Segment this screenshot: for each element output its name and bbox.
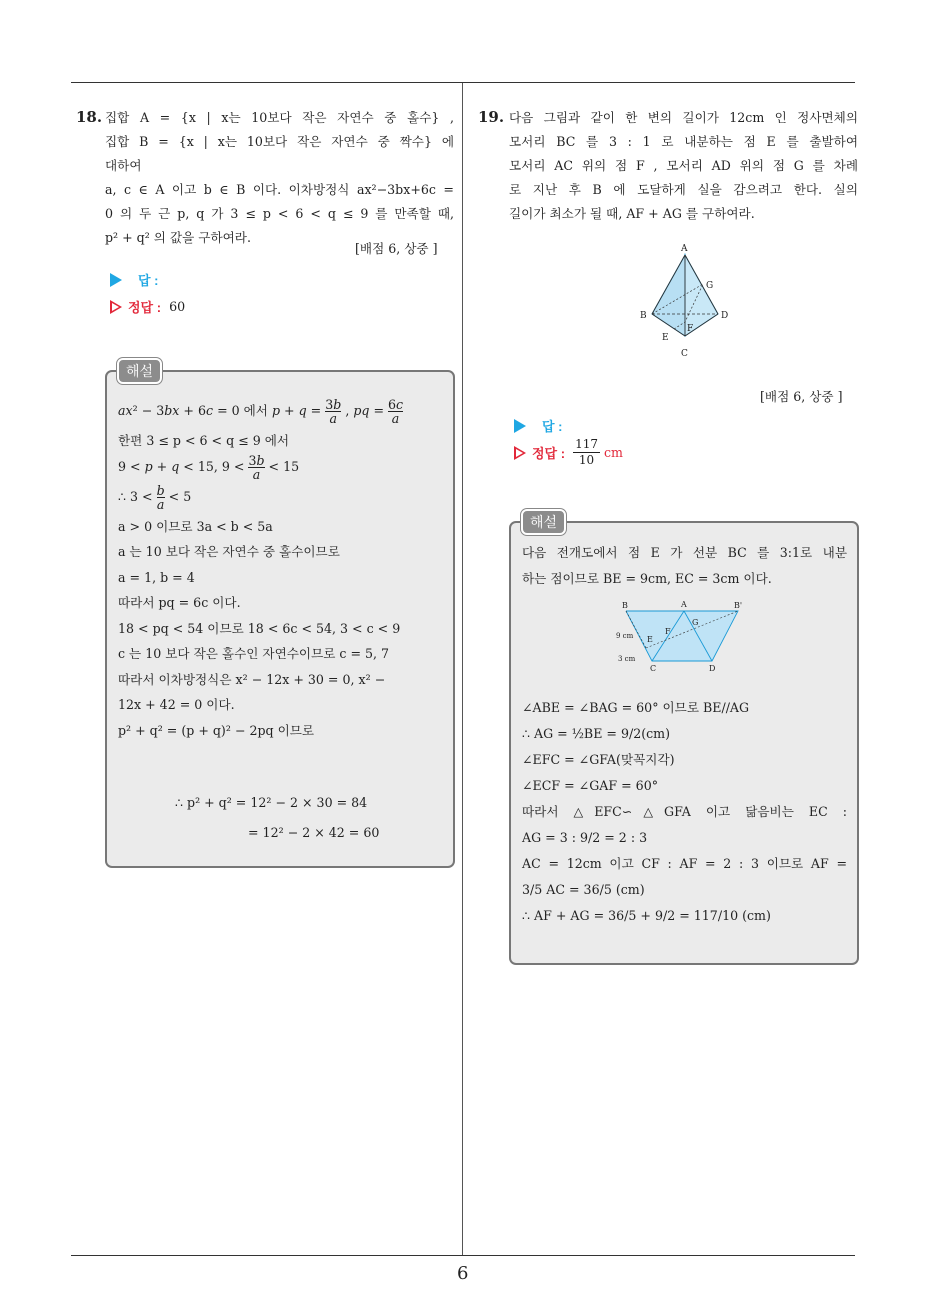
correct-fraction: [573, 437, 600, 468]
q19-line: 로 지난 후 B 에 도달하게 실을 감으려고 한다. 실의: [509, 182, 858, 197]
sol-final-line: ∴ p² + q² = 12² − 2 × 30 = 84: [175, 795, 368, 810]
q19-line: 모서리 AC 위의 점 F , 모서리 AD 위의 점 G 를 차례: [509, 158, 858, 173]
play-triangle-icon: [514, 419, 526, 433]
q19-solution-tag: 해설: [521, 509, 566, 535]
q19-score: [배점 6, 상중 ]: [760, 389, 843, 404]
q18-line: 집합 B = {x | x는 10보다 작은 자연수 중 짝수} 에: [105, 134, 454, 149]
sol-line: a > 0 이므로 3a < b < 5a: [118, 518, 273, 534]
q19-line: 길이가 최소가 될 때, AF + AG 를 구하여라.: [509, 206, 755, 221]
correct-label: 정답 :: [128, 300, 162, 315]
q18-correct-row: [110, 297, 185, 316]
correct-value: 60: [169, 299, 186, 314]
q18-line: p² + q² 의 값을 구하여라.: [105, 230, 251, 245]
label-b: B: [640, 311, 647, 321]
q18-line: 집합 A = {x | x는 10보다 작은 자연수 중 홀수} ,: [105, 110, 454, 125]
net-label-d: D: [709, 664, 716, 673]
sol-line: ∠ABE = ∠BAG = 60° 이므로 BE//AG: [522, 700, 750, 715]
q19-line: 다음 그림과 같이 한 변의 길이가 12cm 인 정사면체의: [509, 110, 858, 125]
sol-line: 다음 전개도에서 점 E 가 선분 BC 를 3:1로 내분: [522, 545, 847, 560]
q18-answer-row: [110, 270, 159, 289]
q19-solution-text: [522, 540, 847, 592]
q18-solution-final: [175, 788, 379, 848]
question-number-19: 19.: [478, 108, 505, 126]
outline-triangle-icon: [110, 300, 122, 314]
answer-label: 답 :: [138, 273, 159, 288]
sol-line: p² + q² = (p + q)² − 2pq 이므로: [118, 722, 315, 738]
q18-solution-tag: 해설: [117, 358, 162, 384]
question-number-18: 18.: [76, 108, 103, 126]
play-triangle-icon: [110, 273, 122, 287]
outline-triangle-icon: [514, 446, 526, 460]
net-label-b: B: [622, 601, 628, 610]
sol-line: ∠ECF = ∠GAF = 60°: [522, 778, 659, 793]
q18-score: [배점 6, 상중 ]: [355, 241, 438, 256]
correct-label: 정답 :: [532, 446, 566, 461]
net-diagram: [612, 598, 758, 674]
label-e: E: [662, 333, 669, 343]
q18-solution-text: [118, 398, 443, 743]
sol-line: c 는 10 보다 작은 홀수인 자연수이므로 c = 5, 7: [118, 646, 390, 661]
sol-line: 9 < p + q < 15, 9 < $\frac{3b}{a}$ < 15: [118, 452, 300, 482]
sol-line: 18 < pq < 54 이므로 18 < 6c < 54, 3 < c < 9: [118, 620, 401, 636]
sol-line: ∴ AF + AG = 36/5 + 9/2 = 117/10 (cm): [522, 908, 771, 923]
correct-unit: cm: [603, 445, 623, 460]
sol-line: ∴ 3 < $\frac{b}{a}$ < 5: [118, 482, 192, 512]
net-label-3cm: 3 cm: [618, 655, 636, 663]
sol-final-line: = 12² − 2 × 42 = 60: [248, 825, 380, 840]
net-label-b-prime: B': [734, 601, 743, 610]
top-rule: [71, 82, 855, 83]
page-number: 6: [457, 1263, 469, 1284]
sol-line: 12x + 42 = 0 이다.: [118, 697, 235, 712]
face-abc: [652, 255, 685, 336]
sol-line: AG = 3 : 9/2 = 2 : 3: [522, 830, 648, 845]
fraction-den: 10: [578, 453, 595, 467]
sol-line: 3/5 AC = 36/5 (cm): [522, 882, 645, 897]
sol-line: ∠EFC = ∠GFA(맞꼭지각): [522, 752, 675, 767]
q18-line: 0 의 두 근 p, q 가 3 ≤ p < 6 < q ≤ 9 를 만족할 때,: [105, 206, 454, 221]
sol-line: a = 1, b = 4: [118, 569, 195, 585]
bottom-rule: [71, 1255, 855, 1256]
sol-line: ∴ AG = ½BE = 9/2(cm): [522, 726, 671, 741]
sol-line: AC = 12cm 이고 CF : AF = 2 : 3 이므로 AF =: [522, 856, 847, 871]
label-c: C: [681, 349, 688, 359]
q18-line: a, c ∈ A 이고 b ∈ B 이다. 이차방정식 ax²−3bx+6c =: [105, 182, 454, 197]
sol-line: a 는 10 보다 작은 자연수 중 홀수이므로: [118, 544, 340, 559]
net-label-a: A: [681, 600, 687, 609]
q19-line: 모서리 BC 를 3 : 1 로 내분하는 점 E 를 출발하여: [509, 134, 858, 149]
sol-line: 하는 점이므로 BE = 9cm, EC = 3cm 이다.: [522, 571, 772, 586]
sol-line: 따라서 pq = 6c 이다.: [118, 595, 241, 610]
net-label-c: C: [650, 664, 657, 673]
column-divider: [462, 83, 463, 1255]
q19-solution-text-2: [522, 695, 847, 929]
net-label-e: E: [647, 635, 653, 644]
question-19-text: [509, 106, 858, 226]
sol-line: 따라서 △EFC∽△GFA 이고 닮음비는 EC :: [522, 804, 847, 819]
fraction-num: 117: [575, 437, 598, 451]
q19-answer-row: [514, 416, 563, 435]
net-fill: [626, 611, 738, 661]
sol-line: 한편 3 ≤ p < 6 < q ≤ 9 에서: [118, 433, 290, 448]
q19-correct-row: [514, 437, 623, 468]
net-label-g: G: [692, 618, 699, 627]
tetrahedron-figure: [630, 240, 740, 362]
label-a: A: [681, 244, 688, 254]
question-18-text: [105, 106, 454, 250]
label-g: G: [706, 281, 714, 291]
label-f: F: [687, 324, 694, 334]
sol-line: 따라서 이차방정식은 x² − 12x + 30 = 0, x² −: [118, 671, 386, 687]
answer-label: 답 :: [542, 419, 563, 434]
net-label-9cm: 9 cm: [616, 632, 634, 640]
label-d: D: [721, 311, 729, 321]
net-label-f: F: [665, 627, 671, 636]
sol-line: ax² − 3bx + 6c = 0 에서 p + q = $\frac{3b}{a}$ , pq = $\frac{6c}{a}$: [118, 397, 404, 426]
q18-line: 대하여: [105, 158, 142, 173]
